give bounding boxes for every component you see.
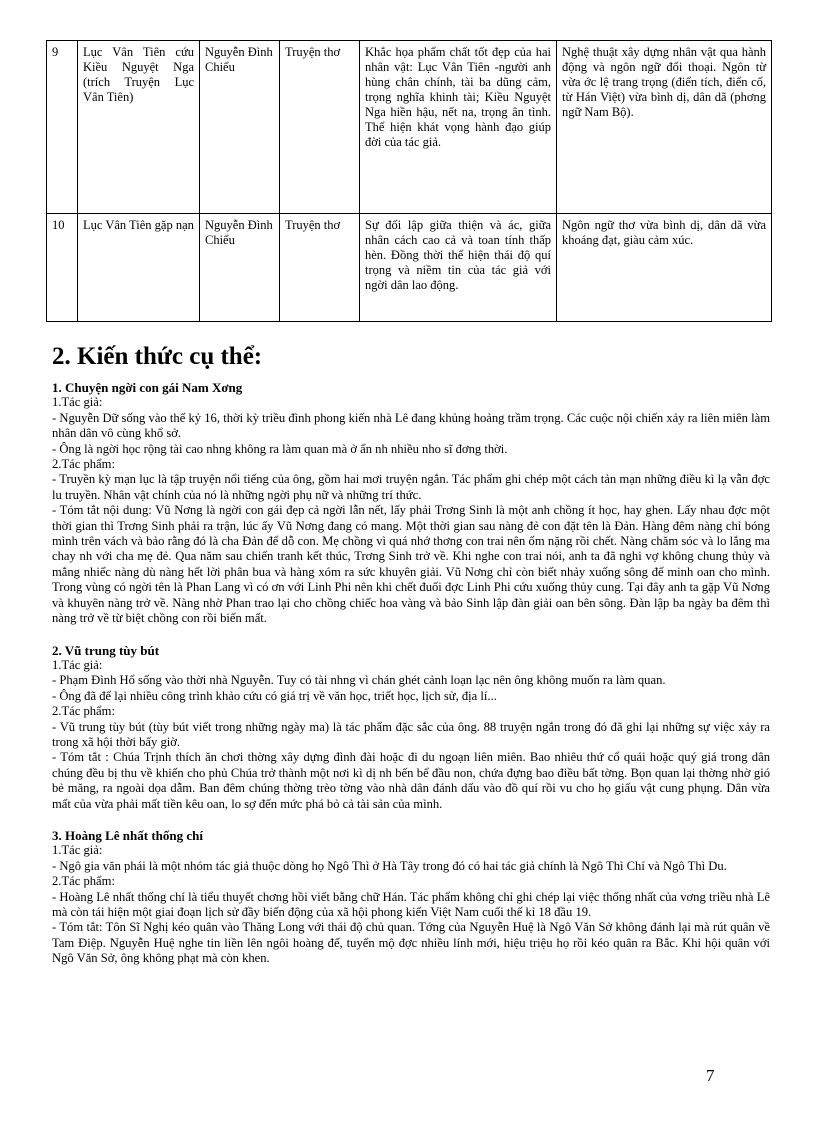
- row-number: 10: [47, 214, 78, 322]
- page-number: 7: [706, 1066, 715, 1085]
- section-body: [52, 380, 770, 967]
- part-title: 2. Vũ trung tùy bút: [52, 642, 160, 658]
- table-row: [47, 214, 772, 322]
- content-summary: Khắc họa phẩm chất tốt đẹp của hai nhân vật: Lục Vân Tiên -người anh hùng chân chính, tài ba dũng cảm, trọng nghĩa khinh tài; Kiều Nguyệt Nga hiền hậu, nết na, trọng ân tình. Thể hiện khát vọng hành đạo giúp đời của tác giả.: [360, 41, 557, 214]
- work-label: 2.Tác phẩm:: [52, 874, 115, 889]
- literature-table: [46, 40, 772, 322]
- work-label: 2.Tác phẩm:: [52, 457, 115, 472]
- author-label: 1.Tác giả:: [52, 843, 103, 858]
- paragraph: - Ngô gia văn phái là một nhóm tác giả thuộc dòng họ Ngô Thì ở Hà Tây trong đó có hai tác giả chính là Ngô Thì Chí và Ngô Thì Du.: [52, 858, 727, 873]
- author-label: 1.Tác giả:: [52, 395, 103, 410]
- genre: Truyện thơ: [280, 41, 360, 214]
- author-label: 1.Tác giả:: [52, 657, 103, 672]
- paragraph: - Ông là ngời học rộng tài cao nhng không ra làm quan mà ở ẩn nh nhiều nho sĩ đơng thời.: [52, 441, 508, 456]
- work-title: Lục Vân Tiên cứu Kiều Nguyệt Nga (trích Truyện Lục Vân Tiên): [78, 41, 200, 214]
- row-number: 9: [47, 41, 78, 214]
- author-name: Nguyễn Đình Chiểu: [200, 214, 280, 322]
- author-name: Nguyễn Đình Chiểu: [200, 41, 280, 214]
- art-summary: Nghệ thuật xây dựng nhân vật qua hành động và ngôn ngữ đối thoại. Ngôn từ vừa ớc lệ trang trọng (điển tích, điển cố, từ Hán Việt) vừa bình dị, dân dã (phơng ngữ Nam Bộ).: [557, 41, 772, 214]
- paragraph: - Truyền kỳ mạn lục là tập truyện nổi tiếng của ông, gồm hai mơi truyện ngắn. Tác phẩm ghi chép một cách tản mạn những điều kì lạ vẫn đợc lu truyền. Nhân vật chính của nó là những ngời phụ nữ và những trí thức.: [52, 472, 770, 502]
- paragraph: - Tóm tắt nội dung: Vũ Nơng là ngời con gái đẹp cả ngời lẫn nết, lấy phải Trơng Sinh là một anh chồng ít học, hay ghen. Lấy nhau đợc một thời gian thì Trơng Sinh phải ra trận, lúc ấy Vũ Nơng đang có mang. Một thời gian sau nàng đẻ con đặt tên là Đản. Hàng đêm nàng chỉ bóng mình trên vách và bảo rằng đó là cha Đản để dỗ con. Mẹ chồng vì quá nhớ thơng con trai nên ốm nặng rồi chết. Nàng chăm sóc và lo lắng ma chay nh với cha mẹ đẻ. Qua năm sau chiến tranh kết thúc, Trơng Sinh trở về. Khi nghe con trai nói, anh ta đã nghi vợ không chung thủy và mắng nhiếc nàng dù nàng hết lời phân bua và hàng xóm ra sức khuyên giải. Vũ Nơng chỉ còn biết nhảy xuống sông để minh oan cho mình. Trong vùng có ngời tên là Phan Lang vì có ơn với Linh Phi nên khi chết đuối đợc Linh Phi cứu xuống thủy cung. Tại đây anh ta gặp Vũ Nơng và khuyên nàng trở về. Nàng nhờ Phan trao lại cho chồng chiếc hoa vàng và bảo Sinh lập đàn giải oan bên sông. Đàn lập ba ngày ba đêm thì nàng trở về từ biệt chồng con rồi biến mất.: [52, 503, 770, 626]
- paragraph: - Tóm tắt: Tôn Sĩ Nghị kéo quân vào Thăng Long với thái độ chủ quan. Tớng của Nguyễn Huệ là Ngô Văn Sở không đánh lại mà rút quân về Tam Điệp. Nguyễn Huệ nghe tin liền lên ngôi hoàng đế, tuyển mộ đợc nhiều lính mới, hiệu triệu họ rồi kéo quân ra Bắc. Khi hội quân với Ngô Văn Sở, ông không phạt mà còn khen.: [52, 920, 770, 966]
- paragraph: - Nguyễn Dữ sống vào thế kỷ 16, thời kỳ triều đình phong kiến nhà Lê đang khủng hoảng trầm trọng. Các cuộc nội chiến xảy ra liên miên làm nhân dân vô cùng khổ sở.: [52, 410, 770, 441]
- art-summary: Ngôn ngữ thơ vừa bình dị, dân dã vừa khoáng đạt, giàu cảm xúc.: [557, 214, 772, 322]
- table-row: [47, 41, 772, 214]
- section-heading: 2. Kiến thức cụ thể:: [52, 343, 263, 370]
- work-label: 2.Tác phẩm:: [52, 704, 115, 719]
- paragraph: - Vũ trung tùy bút (tùy bút viết trong những ngày ma) là tác phẩm đặc sắc của ông. 88 truyện ngắn trong đó đã ghi lại những sự việc xảy ra trong xã hội thời bấy giờ.: [52, 719, 770, 749]
- work-title: Lục Vân Tiên gặp nạn: [78, 214, 200, 322]
- paragraph: - Ông đã để lại nhiều công trình khảo cứu có giá trị về văn học, triết học, lịch sử, địa lí...: [52, 688, 497, 703]
- content-summary: Sự đối lập giữa thiện và ác, giữa nhân cách cao cả và toan tính thấp hèn. Đồng thời thể hiện thái độ quí trọng và niềm tin của tác giả với ngời dân lao động.: [360, 214, 557, 322]
- genre: Truyện thơ: [280, 214, 360, 322]
- paragraph: - Phạm Đình Hổ sống vào thời nhà Nguyễn. Tuy có tài nhng vì chán ghét cảnh loạn lạc nên ông không muốn ra làm quan.: [52, 673, 666, 688]
- part-title: 3. Hoàng Lê nhất thống chí: [52, 827, 203, 843]
- part-title: 1. Chuyện ngời con gái Nam Xơng: [52, 380, 243, 395]
- paragraph: - Tóm tắt : Chúa Trịnh thích ăn chơi thờng xây dựng đình đài hoặc đi du ngoạn liên miên. Bao nhiêu thứ cổ quái hoặc quý giá trong dân chúng đều bị thu về khiến cho phủ Chúa trở thành một nơi kì dị nh bến bể đầu non, chứa đựng bao điều bất tờng. Bọn quan lại thờng nhờ gió bẻ măng, ra ngoài dọa dẫm. Ban đêm chúng thờng trèo tờng vào nhà dân đánh dấu vào đồ quí rồi vu cho họ giấu vật cung phụng. Dân vừa mất của vừa phải mất tiền kêu oan, lo sợ đến mức phá bỏ cả tài sản của mình.: [52, 750, 770, 811]
- paragraph: - Hoàng Lê nhất thống chí là tiểu thuyết chơng hồi viết bằng chữ Hán. Tác phẩm không chỉ ghi chép lại việc thống nhất của vơng triều nhà Lê mà còn tái hiện một giai đoạn lịch sử đầy biến động của xã hội phong kiến Việt Nam cuối thế kỉ 18 đầu 19.: [52, 889, 770, 919]
